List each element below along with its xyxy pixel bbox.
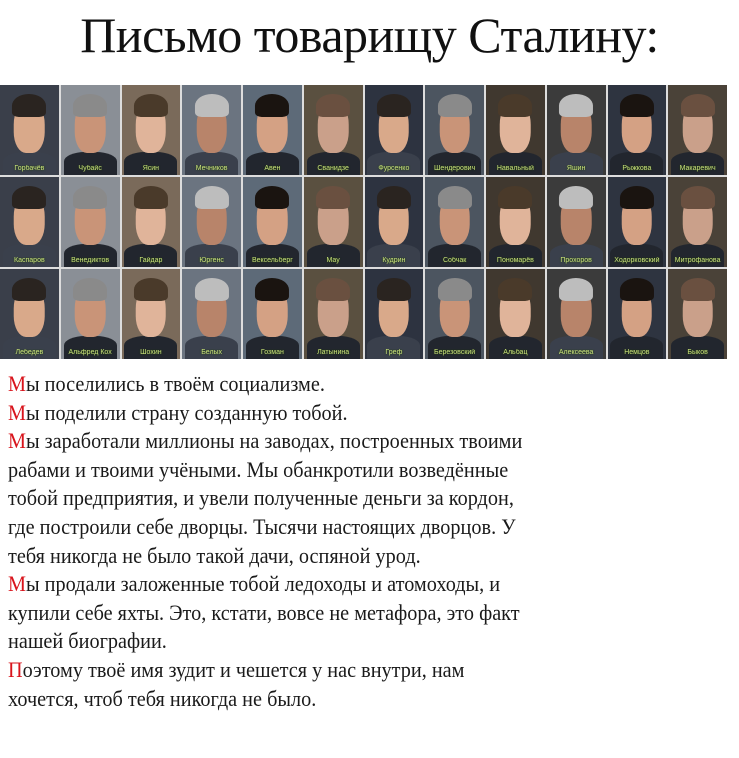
portrait-photo <box>365 177 424 267</box>
portrait-photo <box>668 177 727 267</box>
portrait-caption: Навальный <box>496 165 534 172</box>
portrait-caption: Мечников <box>195 165 228 172</box>
text-line <box>8 370 522 399</box>
portrait-caption: Ходорковский <box>614 257 660 264</box>
portrait-caption: Шендерович <box>434 165 476 172</box>
portrait-photo <box>61 269 120 359</box>
portrait-photo <box>182 85 241 175</box>
portrait-caption: Горбачёв <box>14 165 45 172</box>
portrait-caption: Греф <box>385 349 403 356</box>
text-line <box>8 456 522 485</box>
portrait-caption: Прохоров <box>560 257 592 264</box>
portrait-caption: Юргенс <box>199 257 224 264</box>
portrait-caption: Каспаров <box>14 257 45 264</box>
red-initial: П <box>8 656 23 682</box>
portrait-photo <box>182 177 241 267</box>
portrait-caption: Авен <box>264 165 281 172</box>
portrait-photo <box>486 269 545 359</box>
portrait-caption: Фурсенко <box>378 165 410 172</box>
portrait-caption: Шохин <box>140 349 162 356</box>
portrait-photo <box>304 269 363 359</box>
portrait-caption: Собчак <box>442 257 467 264</box>
portrait-photo <box>608 85 667 175</box>
portrait-photo <box>486 85 545 175</box>
red-initial: М <box>8 371 27 396</box>
portrait-caption: Венедиктов <box>71 257 110 264</box>
portrait-photo <box>608 269 667 359</box>
portrait-caption: Сванидзе <box>317 165 349 172</box>
portrait-photo <box>243 269 302 359</box>
portrait-caption: Немцов <box>624 349 650 356</box>
text-line <box>8 656 522 685</box>
portrait-caption: Белых <box>201 349 223 356</box>
portrait-photo <box>668 85 727 175</box>
portrait-caption: Пономарёв <box>496 257 534 264</box>
portrait-caption: Альфред Кох <box>68 349 112 356</box>
portrait-photo <box>425 269 484 359</box>
red-initial: М <box>8 571 27 597</box>
portrait-caption: Чубайс <box>78 165 102 172</box>
portrait-photo <box>61 177 120 267</box>
portrait-caption: Митрофанова <box>674 257 721 264</box>
portrait-photo <box>668 269 727 359</box>
red-initial: М <box>8 428 27 454</box>
portrait-photo <box>182 269 241 359</box>
line-text: купили себе яхты. Это, кстати, вовсе не метафора, это факт <box>8 599 520 625</box>
portrait-photo <box>425 85 484 175</box>
line-text: рабами и твоими учёными. Мы обанкротили возведённые <box>8 456 509 482</box>
portrait-photo <box>486 177 545 267</box>
portrait-grid <box>0 85 727 359</box>
portrait-photo <box>122 177 181 267</box>
portrait-photo <box>122 85 181 175</box>
portrait-caption: Яшин <box>566 165 586 172</box>
portrait-photo <box>0 269 59 359</box>
line-text: где построили себе дворцы. Тысячи настоящих дворцов. У <box>8 513 516 539</box>
portrait-photo <box>547 85 606 175</box>
portrait-caption: Рыжкова <box>622 165 652 172</box>
line-text: хочется, чтоб тебя никогда не было. <box>8 685 317 711</box>
portrait-photo <box>0 85 59 175</box>
red-initial: М <box>8 399 27 425</box>
line-text: тобой предприятия, и увели полученные деньги за кордон, <box>8 485 514 511</box>
portrait-photo <box>122 269 181 359</box>
text-line <box>8 570 522 599</box>
portrait-photo <box>547 177 606 267</box>
line-text: ы поселились в твоём социализме. <box>26 371 325 396</box>
portrait-caption: Альбац <box>503 349 528 356</box>
portrait-caption: Макаревич <box>679 165 716 172</box>
portrait-photo <box>243 85 302 175</box>
portrait-photo <box>304 85 363 175</box>
portrait-photo <box>61 85 120 175</box>
portrait-photo <box>0 177 59 267</box>
portrait-photo <box>365 85 424 175</box>
text-line <box>8 427 522 456</box>
portrait-caption: Березовский <box>434 349 476 356</box>
line-text: ы продали заложенные тобой ледоходы и атомоходы, и <box>26 571 501 597</box>
line-text: ы заработали миллионы на заводах, построенных твоими <box>26 428 523 454</box>
line-text: тебя никогда не было такой дачи, оспяной урод. <box>8 542 421 568</box>
portrait-caption: Гайдар <box>139 257 163 264</box>
line-text: ы поделили страну созданную тобой. <box>26 399 348 425</box>
portrait-caption: Алексеева <box>558 349 594 356</box>
text-line <box>8 542 522 571</box>
text-line <box>8 685 522 714</box>
letter-text <box>8 370 579 713</box>
portrait-caption: Кудрин <box>382 257 406 264</box>
text-line <box>8 627 522 656</box>
portrait-caption: Гозман <box>260 349 284 356</box>
portrait-caption: Латынина <box>317 349 350 356</box>
portrait-photo <box>243 177 302 267</box>
text-line <box>8 599 522 628</box>
portrait-caption: Ясин <box>142 165 160 172</box>
portrait-caption: Мау <box>326 257 340 264</box>
line-text: оэтому твоё имя зудит и чешется у нас внутри, нам <box>22 656 465 682</box>
portrait-photo <box>365 269 424 359</box>
line-text: нашей биографии. <box>8 628 167 654</box>
page-title: Письмо товарищу Сталину: <box>80 7 659 63</box>
text-line <box>8 484 522 513</box>
portrait-photo <box>547 269 606 359</box>
portrait-photo <box>608 177 667 267</box>
portrait-photo <box>425 177 484 267</box>
portrait-caption: Лебедев <box>15 349 44 356</box>
text-line <box>8 513 522 542</box>
portrait-caption: Быков <box>687 349 708 356</box>
text-line <box>8 399 522 428</box>
portrait-photo <box>304 177 363 267</box>
portrait-caption: Вексельберг <box>251 257 293 264</box>
